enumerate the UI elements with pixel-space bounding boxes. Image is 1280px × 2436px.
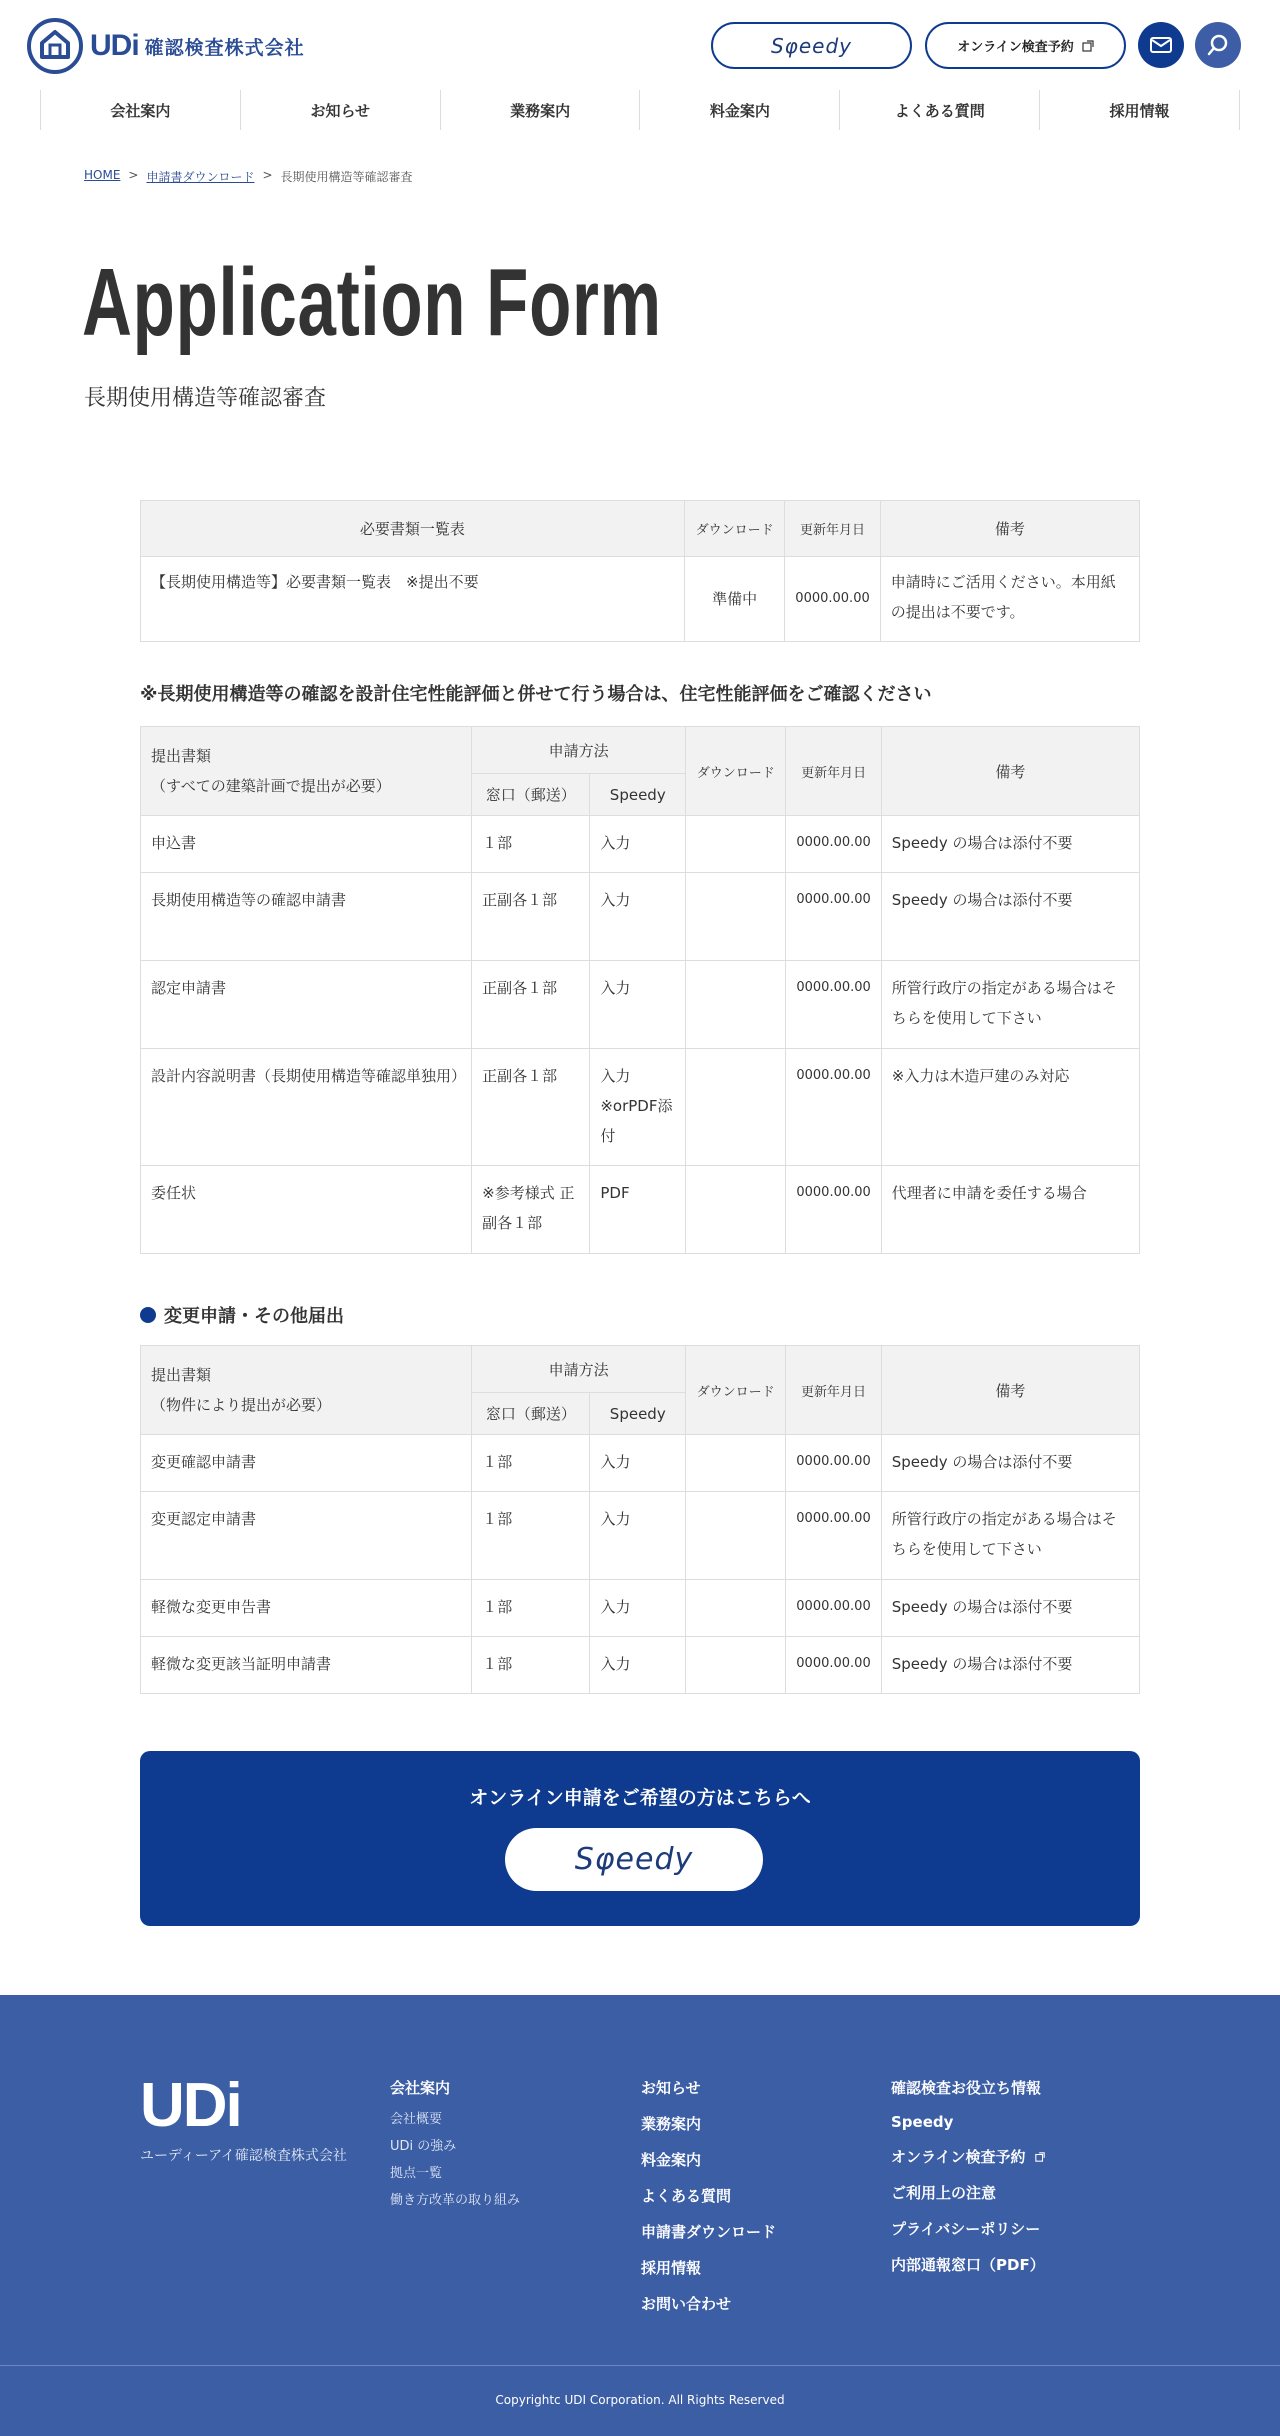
- footer-company-name: ユーディーアイ確認検査株式会社: [140, 2148, 347, 2164]
- site-footer: [0, 1995, 1280, 2436]
- footer-link[interactable]: ご利用上の注意: [891, 2184, 997, 2202]
- nav-item-pricing[interactable]: 料金案内: [639, 90, 839, 130]
- speedy-cell: 入力: [590, 1492, 686, 1580]
- external-link-icon: [1082, 40, 1094, 52]
- doc-name-cell: 認定申請書: [141, 961, 472, 1049]
- doc-name-cell: 設計内容説明書（長期使用構造等確認単独用）: [141, 1049, 472, 1166]
- speedy-logo-text: Sφeedy: [770, 33, 853, 58]
- date-cell: 0000.00.00: [786, 961, 881, 1049]
- footer-link[interactable]: 申請書ダウンロード: [641, 2223, 777, 2241]
- note-cell: 所管行政庁の指定がある場合はそちらを使用して下さい: [881, 961, 1139, 1049]
- window-cell: １部: [472, 1637, 590, 1694]
- footer-link[interactable]: 確認検査お役立ち情報: [891, 2079, 1042, 2097]
- mail-icon: [1150, 37, 1172, 53]
- speedy-cell: 入力: [590, 1580, 686, 1637]
- cta-title: オンライン申請をご希望の方はこちらへ: [469, 1787, 811, 1809]
- note-cell: Speedy の場合は添付不要: [881, 1637, 1139, 1694]
- table-header: 備考: [880, 501, 1139, 557]
- doc-name-cell: 【長期使用構造等】必要書類一覧表 ※提出不要: [141, 557, 685, 642]
- download-header: ダウンロード: [686, 727, 786, 816]
- footer-link[interactable]: プライバシーポリシー: [891, 2220, 1041, 2238]
- date-cell: 0000.00.00: [786, 1580, 881, 1637]
- method-header: 申請方法: [472, 1346, 686, 1393]
- nav-item-company[interactable]: 会社案内: [40, 90, 240, 130]
- footer-link[interactable]: お問い合わせ: [641, 2295, 732, 2313]
- table-header: 必要書類一覧表: [141, 501, 685, 557]
- download-cell: [686, 1166, 786, 1254]
- window-cell: １部: [472, 1435, 590, 1492]
- footer-link[interactable]: 採用情報: [641, 2259, 702, 2277]
- doc-name-cell: 軽微な変更申告書: [141, 1580, 472, 1637]
- window-header: 窓口（郵送）: [472, 774, 590, 816]
- note-header: 備考: [881, 1346, 1139, 1435]
- section-heading-text: 変更申請・その他届出: [164, 1306, 344, 1327]
- note-cell: Speedy の場合は添付不要: [881, 873, 1139, 961]
- breadcrumb-separator: >: [128, 168, 139, 182]
- footer-column-info: [891, 2077, 1045, 2290]
- doc-name-cell: 軽微な変更該当証明申請書: [141, 1637, 472, 1694]
- download-cell: [686, 816, 786, 873]
- speedy-header-button[interactable]: [711, 22, 912, 69]
- page-subtitle: 長期使用構造等確認審査: [84, 386, 327, 411]
- speedy-cell: 入力 ※orPDF添付: [590, 1049, 686, 1166]
- table-row: [141, 1166, 1140, 1254]
- table-row: [141, 1049, 1140, 1166]
- doc-name-cell: 変更確認申請書: [141, 1435, 472, 1492]
- nav-item-recruit[interactable]: 採用情報: [1039, 90, 1240, 130]
- external-link-icon: [1035, 2152, 1045, 2162]
- section-heading: [140, 1302, 344, 1328]
- download-cell: [686, 1637, 786, 1694]
- online-reservation-button[interactable]: [925, 22, 1126, 69]
- download-cell: [686, 1580, 786, 1637]
- date-cell: 0000.00.00: [785, 557, 880, 642]
- footer-link[interactable]: よくある質問: [641, 2187, 732, 2205]
- doc-name-cell: 申込書: [141, 816, 472, 873]
- speedy-logo-text: Sφeedy: [574, 1842, 694, 1877]
- doc-header-title: 提出書類: [151, 747, 212, 765]
- speedy-cell: 入力: [590, 873, 686, 961]
- note-cell: 申請時にご活用ください。本用紙の提出は不要です。: [880, 557, 1139, 642]
- window-cell: １部: [472, 816, 590, 873]
- footer-column-main: [641, 2077, 776, 2329]
- footer-link[interactable]: UDi の強み: [390, 2139, 457, 2154]
- method-header: 申請方法: [472, 727, 686, 774]
- date-cell: 0000.00.00: [786, 1435, 881, 1492]
- download-header: ダウンロード: [686, 1346, 786, 1435]
- footer-link[interactable]: 内部通報窓口（PDF）: [891, 2256, 1045, 2274]
- note-cell: Speedy の場合は添付不要: [881, 816, 1139, 873]
- window-cell: １部: [472, 1580, 590, 1637]
- table-row: [141, 1492, 1140, 1580]
- doc-header-sub: （物件により提出が必要）: [151, 1396, 332, 1414]
- table-row: [141, 1637, 1140, 1694]
- date-cell: 0000.00.00: [786, 1166, 881, 1254]
- download-cell: [686, 1435, 786, 1492]
- global-nav: [40, 90, 1240, 130]
- download-cell: [686, 873, 786, 961]
- online-reservation-label: オンライン検査予約: [957, 40, 1074, 55]
- required-docs-table: [140, 500, 1140, 642]
- doc-name-cell: 委任状: [141, 1166, 472, 1254]
- date-cell: 0000.00.00: [786, 1637, 881, 1694]
- speedy-header: Speedy: [590, 774, 686, 816]
- submission-docs-table: [140, 726, 1140, 1254]
- logo-udi-text: UDi: [90, 29, 139, 62]
- speedy-cell: PDF: [590, 1166, 686, 1254]
- change-docs-table: [140, 1345, 1140, 1694]
- footer-link[interactable]: お知らせ: [641, 2079, 701, 2097]
- footer-divider: [0, 2365, 1280, 2366]
- nav-item-news[interactable]: お知らせ: [240, 90, 440, 130]
- nav-item-faq[interactable]: よくある質問: [839, 90, 1039, 130]
- note-cell: ※入力は木造戸建のみ対応: [881, 1049, 1139, 1166]
- download-cell: [686, 961, 786, 1049]
- table-row: [141, 816, 1140, 873]
- note-cell: 代理者に申請を委任する場合: [881, 1166, 1139, 1254]
- table-row: [141, 1580, 1140, 1637]
- doc-name-cell: 長期使用構造等の確認申請書: [141, 873, 472, 961]
- nav-item-services[interactable]: 業務案内: [440, 90, 640, 130]
- doc-header-sub: （すべての建築計画で提出が必要）: [151, 777, 391, 795]
- footer-logo-text: UDi: [140, 2071, 241, 2140]
- date-cell: 0000.00.00: [786, 816, 881, 873]
- window-cell: 正副各１部: [472, 873, 590, 961]
- copyright: Copyrightc UDI Corporation. All Rights Reserved: [495, 2393, 785, 2407]
- speedy-header: Speedy: [590, 1393, 686, 1435]
- window-cell: 正副各１部: [472, 961, 590, 1049]
- footer-link[interactable]: 働き方改革の取り組み: [390, 2193, 521, 2208]
- doc-header-title: 提出書類: [151, 1366, 212, 1384]
- footer-column-company: [390, 2077, 520, 2216]
- date-header: 更新年月日: [786, 1346, 881, 1435]
- footer-link-company[interactable]: 会社案内: [390, 2079, 451, 2097]
- page-title: Application Form: [82, 249, 662, 356]
- breadcrumb-parent-link[interactable]: 申請書ダウンロード: [146, 170, 255, 184]
- footer-link[interactable]: 料金案内: [641, 2151, 702, 2169]
- online-application-banner: [140, 1751, 1140, 1926]
- search-button[interactable]: [1195, 22, 1241, 68]
- table-header: 更新年月日: [785, 501, 880, 557]
- window-cell: 正副各１部: [472, 1049, 590, 1166]
- speedy-cell: 入力: [590, 961, 686, 1049]
- footer-link-online[interactable]: [891, 2146, 1045, 2167]
- note-cell: Speedy の場合は添付不要: [881, 1580, 1139, 1637]
- table-row: [141, 961, 1140, 1049]
- house-logo-icon: [26, 17, 84, 75]
- speedy-cell: 入力: [590, 1637, 686, 1694]
- footer-link[interactable]: 拠点一覧: [390, 2166, 443, 2181]
- breadcrumb: [84, 168, 413, 185]
- date-cell: 0000.00.00: [786, 873, 881, 961]
- note-cell: Speedy の場合は添付不要: [881, 1435, 1139, 1492]
- breadcrumb-current: 長期使用構造等確認審査: [280, 170, 413, 184]
- footer-link-label: オンライン検査予約: [891, 2148, 1026, 2166]
- site-header: [0, 0, 1280, 90]
- window-header: 窓口（郵送）: [472, 1393, 590, 1435]
- date-header: 更新年月日: [786, 727, 881, 816]
- footer-link[interactable]: Speedy: [891, 2113, 954, 2131]
- logo-company-name: 確認検査株式会社: [144, 36, 305, 59]
- download-cell: 準備中: [684, 557, 784, 642]
- table-header: ダウンロード: [684, 501, 784, 557]
- doc-header: [141, 1346, 472, 1435]
- download-cell: [686, 1049, 786, 1166]
- doc-header: [141, 727, 472, 816]
- speedy-cell: 入力: [590, 816, 686, 873]
- section-note: ※長期使用構造等の確認を設計住宅性能評価と併せて行う場合は、住宅性能評価をご確認ください: [140, 684, 932, 705]
- download-cell: [686, 1492, 786, 1580]
- date-cell: 0000.00.00: [786, 1492, 881, 1580]
- date-cell: 0000.00.00: [786, 1049, 881, 1166]
- table-row: [141, 873, 1140, 961]
- footer-link[interactable]: 会社概要: [390, 2112, 443, 2127]
- window-cell: １部: [472, 1492, 590, 1580]
- mail-button[interactable]: [1138, 22, 1184, 68]
- footer-link[interactable]: 業務案内: [641, 2115, 702, 2133]
- site-logo[interactable]: [26, 17, 305, 75]
- window-cell: ※参考様式 正副各１部: [472, 1166, 590, 1254]
- bullet-dot-icon: [140, 1307, 156, 1323]
- doc-name-cell: 変更認定申請書: [141, 1492, 472, 1580]
- speedy-cell: 入力: [590, 1435, 686, 1492]
- speedy-cta-button[interactable]: [505, 1828, 763, 1891]
- table-row: [141, 1435, 1140, 1492]
- footer-logo[interactable]: [140, 2071, 347, 2165]
- note-header: 備考: [881, 727, 1139, 816]
- breadcrumb-home-link[interactable]: HOME: [84, 168, 121, 182]
- search-icon: [1207, 34, 1229, 56]
- note-cell: 所管行政庁の指定がある場合はそちらを使用して下さい: [881, 1492, 1139, 1580]
- breadcrumb-separator: >: [262, 168, 273, 182]
- table-row: [141, 557, 1140, 642]
